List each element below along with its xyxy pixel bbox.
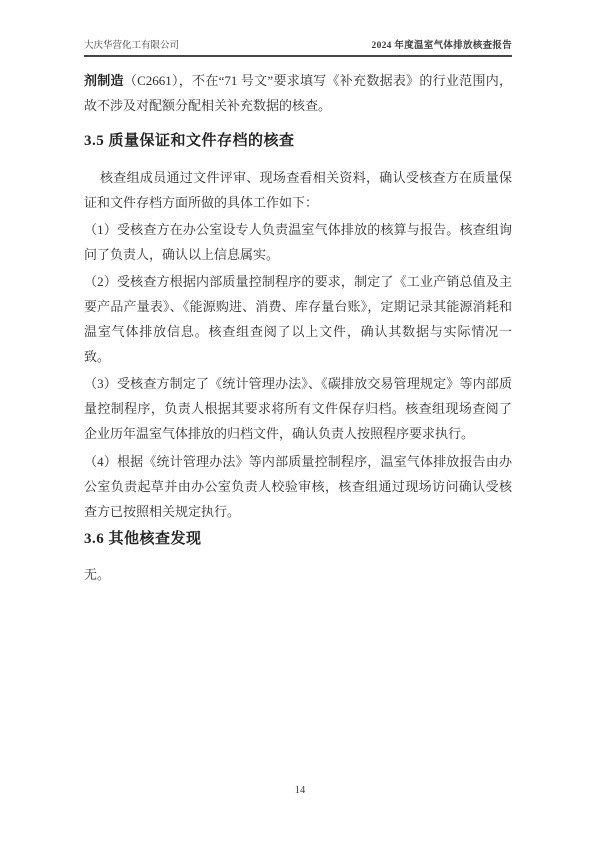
list-item-4: （4）根据《统计管理办法》等内部质量控制程序，温室气体排放报告由办公室负责起草并由办公室负责人校验审核，核查组通过现场访问确认受核查方已按照相关规定执行。 [84, 454, 512, 519]
section-3-5-heading: 3.5 质量保证和文件存档的核查 [84, 133, 295, 149]
page-footer [0, 784, 600, 798]
list-item-3: （3）受核查方制定了《统计管理办法》、《碳排放交易管理规定》等内部质量控制程序，负责人根据其要求将所有文件保存归档。核查组现场查阅了企业历年温室气体排放的归档文件，确认负责人按照程序要求执行。 [84, 376, 512, 441]
list-item-2: （2）受核查方根据内部质量控制程序的要求，制定了《工业产销总值及主要产品产量表》、《能源购进、消费、库存量台账》，定期记录其能源消耗和温室气体排放信息。核查组查阅了以上文件，确认其数据与实际情况一致。 [84, 274, 512, 364]
paragraph-continuation-text: （C2661），不在“71 号文”要求填写《补充数据表》的行业范围内，故不涉及对配额分配相关补充数据的核查。 [84, 73, 512, 113]
section-3-6-heading: 3.6 其他核查发现 [84, 531, 202, 547]
section-3-5-intro: 核查组成员通过文件评审、现场查看相关资料，确认受核查方在质量保证和文件存档方面所做的具体工作如下： [84, 170, 512, 210]
page-number: 14 [294, 785, 306, 796]
page-header [84, 40, 512, 57]
header-report-title: 2024 年度温室气体排放核查报告 [371, 41, 512, 51]
list-item-1: （1）受核查方在办公室设专人负责温室气体排放的核算与报告。核查组询问了负责人，确认以上信息属实。 [84, 222, 512, 262]
header-company-name: 大庆华营化工有限公司 [84, 41, 180, 51]
paragraph-continuation [84, 68, 512, 118]
industry-name-bold: 剂制造 [84, 73, 124, 88]
section-3-6-content: 无。 [84, 567, 111, 582]
document-body [84, 68, 512, 587]
